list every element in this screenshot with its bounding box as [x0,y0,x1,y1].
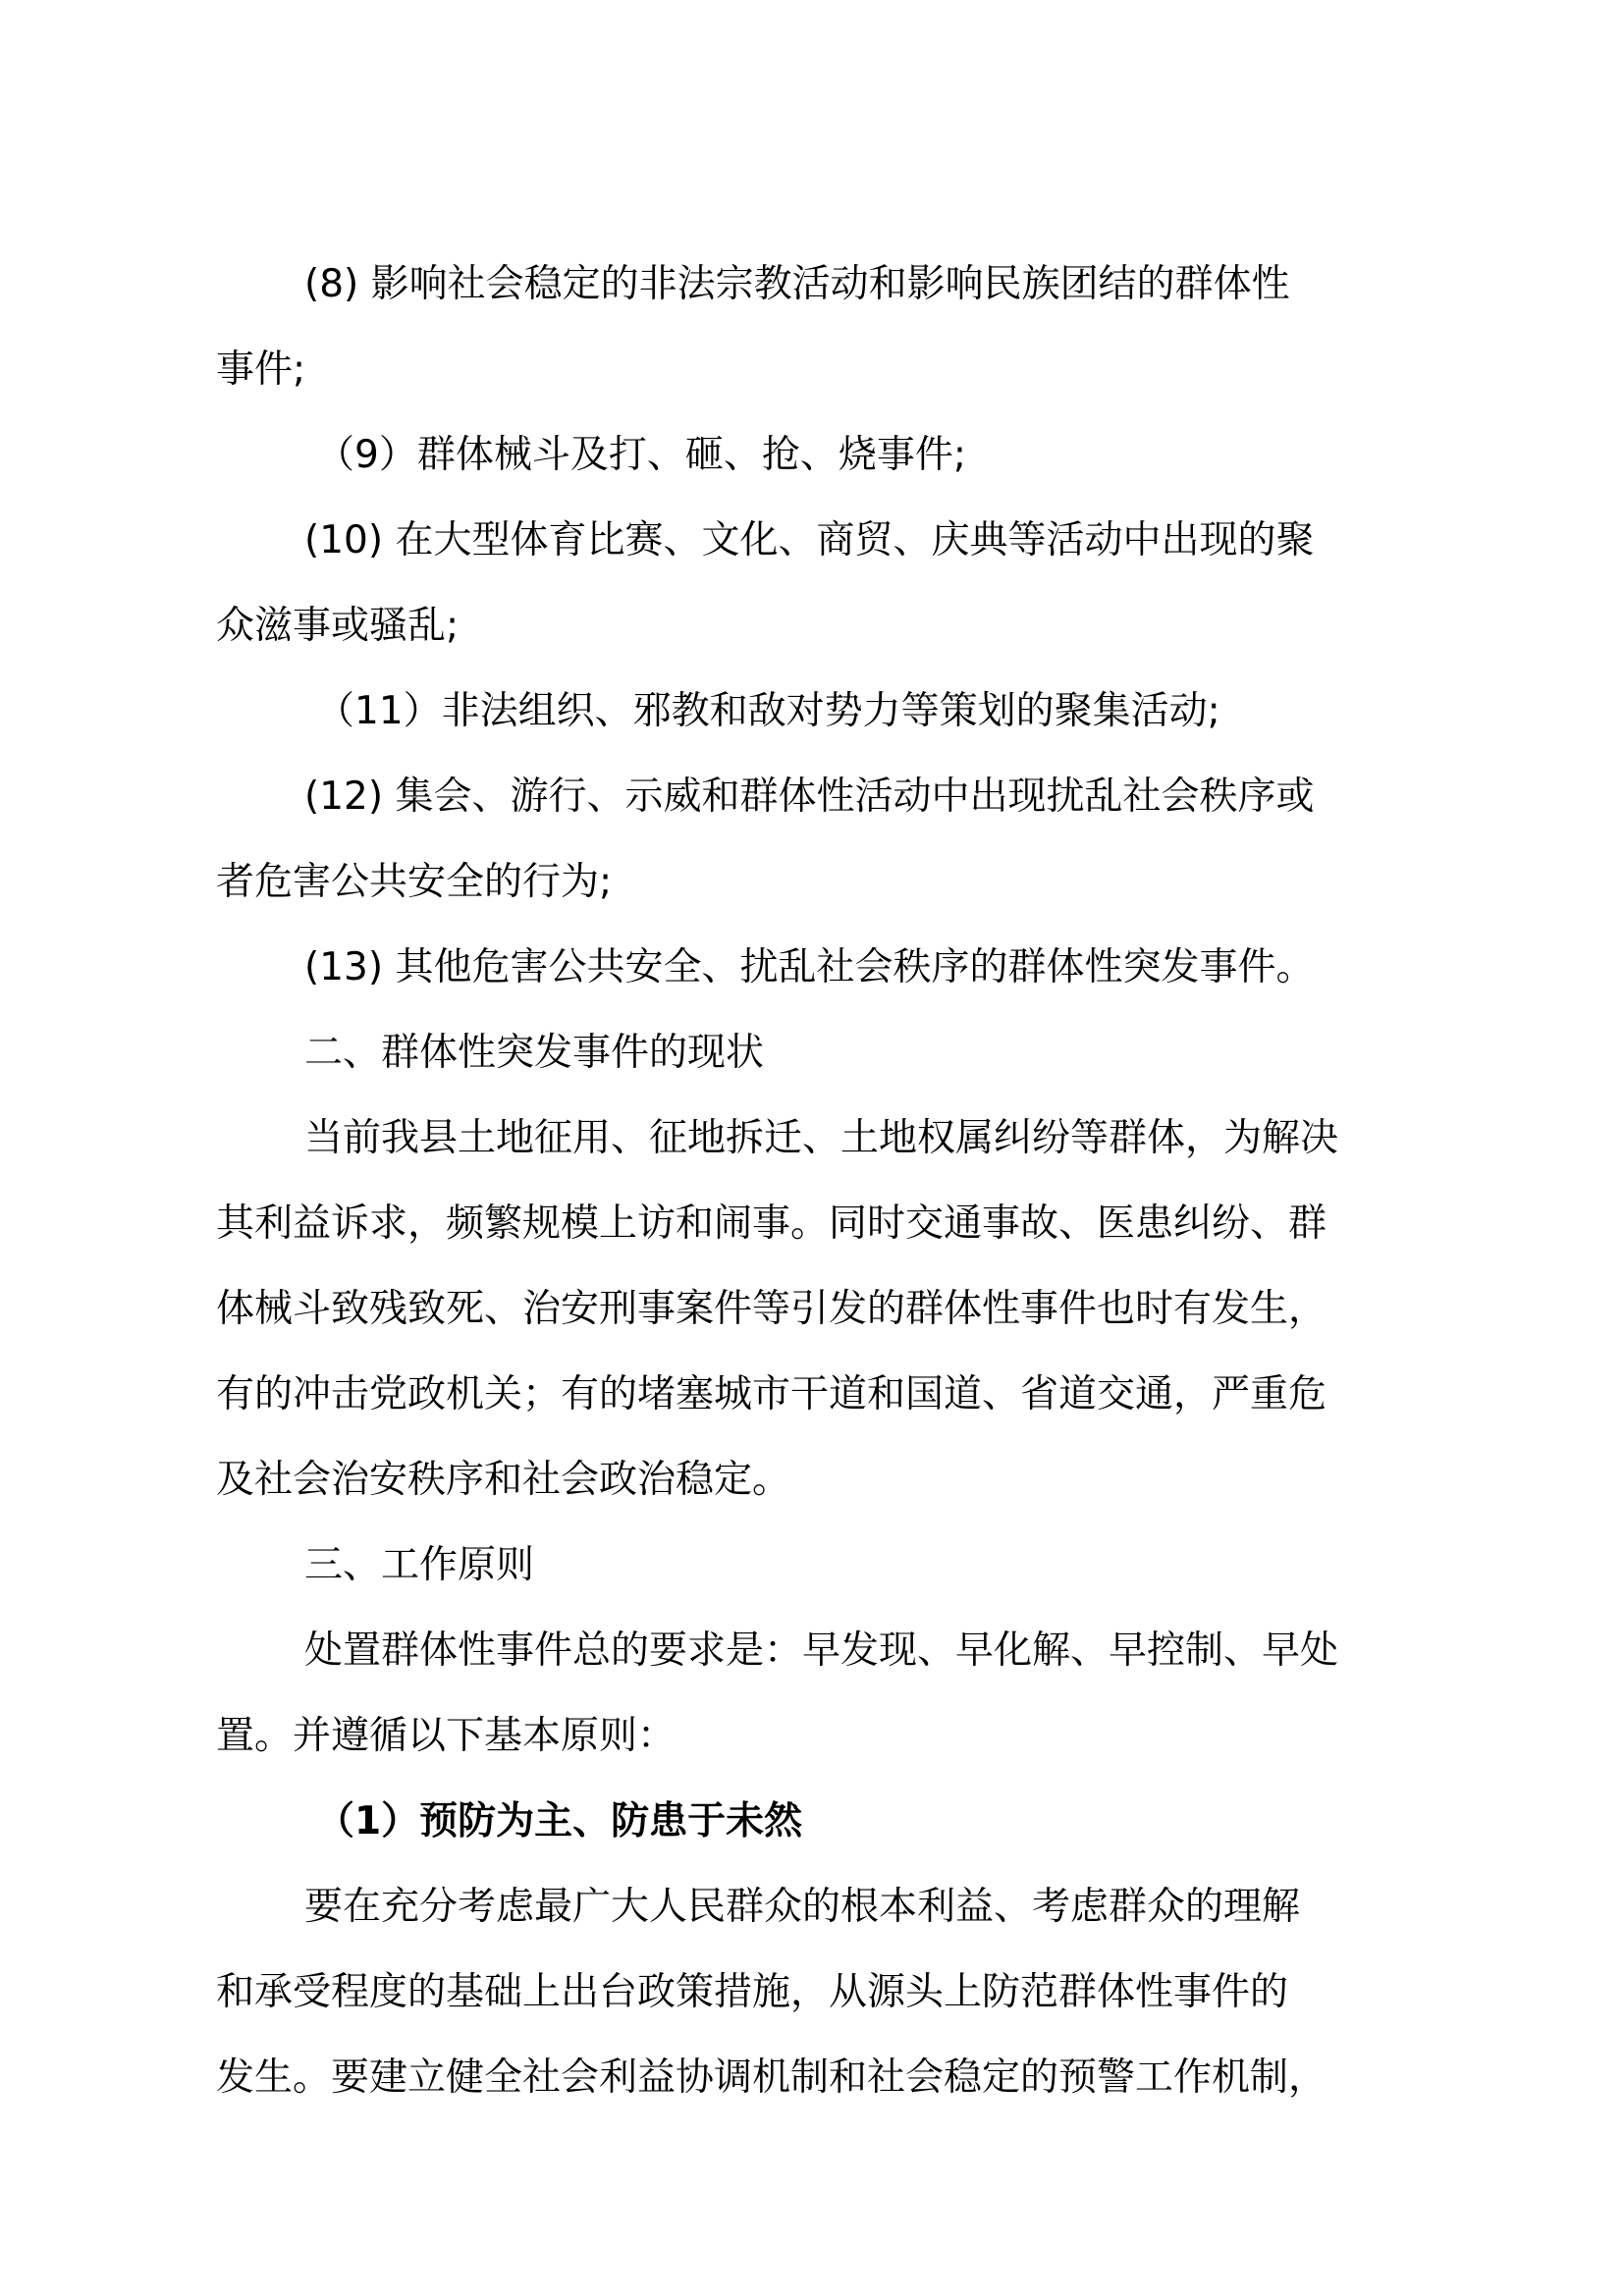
subheading-principle-1: （1）预防为主、防患于未然 [316,1799,803,1843]
list-item-10-line-2: 众滋事或骚乱; [216,604,460,648]
list-item-10-line-1: (10) 在大型体育比赛、文化、商贸、庆典等活动中出现的聚 [304,518,1315,562]
list-item-12-line-1: (12) 集会、游行、示威和群体性活动中出现扰乱社会秩序或 [304,774,1315,819]
paragraph-principles-line-2: 置。并遵循以下基本原则： [216,1714,677,1758]
list-item-13: (13) 其他危害公共安全、扰乱社会秩序的群体性突发事件。 [304,945,1315,989]
list-item-9: （9）群体械斗及打、砸、抢、烧事件; [316,433,966,477]
paragraph-prevention-line-1: 要在充分考虑最广大人民群众的根本利益、考虑群众的理解 [304,1885,1301,1929]
paragraph-prevention-line-2: 和承受程度的基础上出台政策措施，从源头上防范群体性事件的 [216,1970,1289,2014]
list-item-12-line-2: 者危害公共安全的行为; [216,860,613,904]
paragraph-status-line-2: 其利益诉求，频繁规模上访和闹事。同时交通事故、医患纠纷、群 [216,1201,1327,1246]
paragraph-status-line-4: 有的冲击党政机关；有的堵塞城市干道和国道、省道交通，严重危 [216,1372,1327,1416]
paragraph-principles-line-1: 处置群体性事件总的要求是：早发现、早化解、早控制、早处 [304,1629,1339,1673]
list-item-8-line-2: 事件; [216,347,306,392]
list-item-11: （11）非法组织、邪教和敌对势力等策划的聚集活动; [316,689,1220,733]
list-item-8-line-1: (8) 影响社会稳定的非法宗教活动和影响民族团结的群体性 [304,262,1290,306]
paragraph-status-line-1: 当前我县土地征用、征地拆迁、土地权属纠纷等群体，为解决 [304,1116,1339,1160]
paragraph-status-line-5: 及社会治安秩序和社会政治稳定。 [216,1458,791,1502]
paragraph-prevention-line-3: 发生。要建立健全社会利益协调机制和社会稳定的预警工作机制， [216,2056,1327,2100]
section-heading-2: 二、群体性突发事件的现状 [304,1031,765,1075]
section-heading-3: 三、工作原则 [304,1543,535,1587]
paragraph-status-line-3: 体械斗致残致死、治安刑事案件等引发的群体性事件也时有发生， [216,1287,1327,1331]
